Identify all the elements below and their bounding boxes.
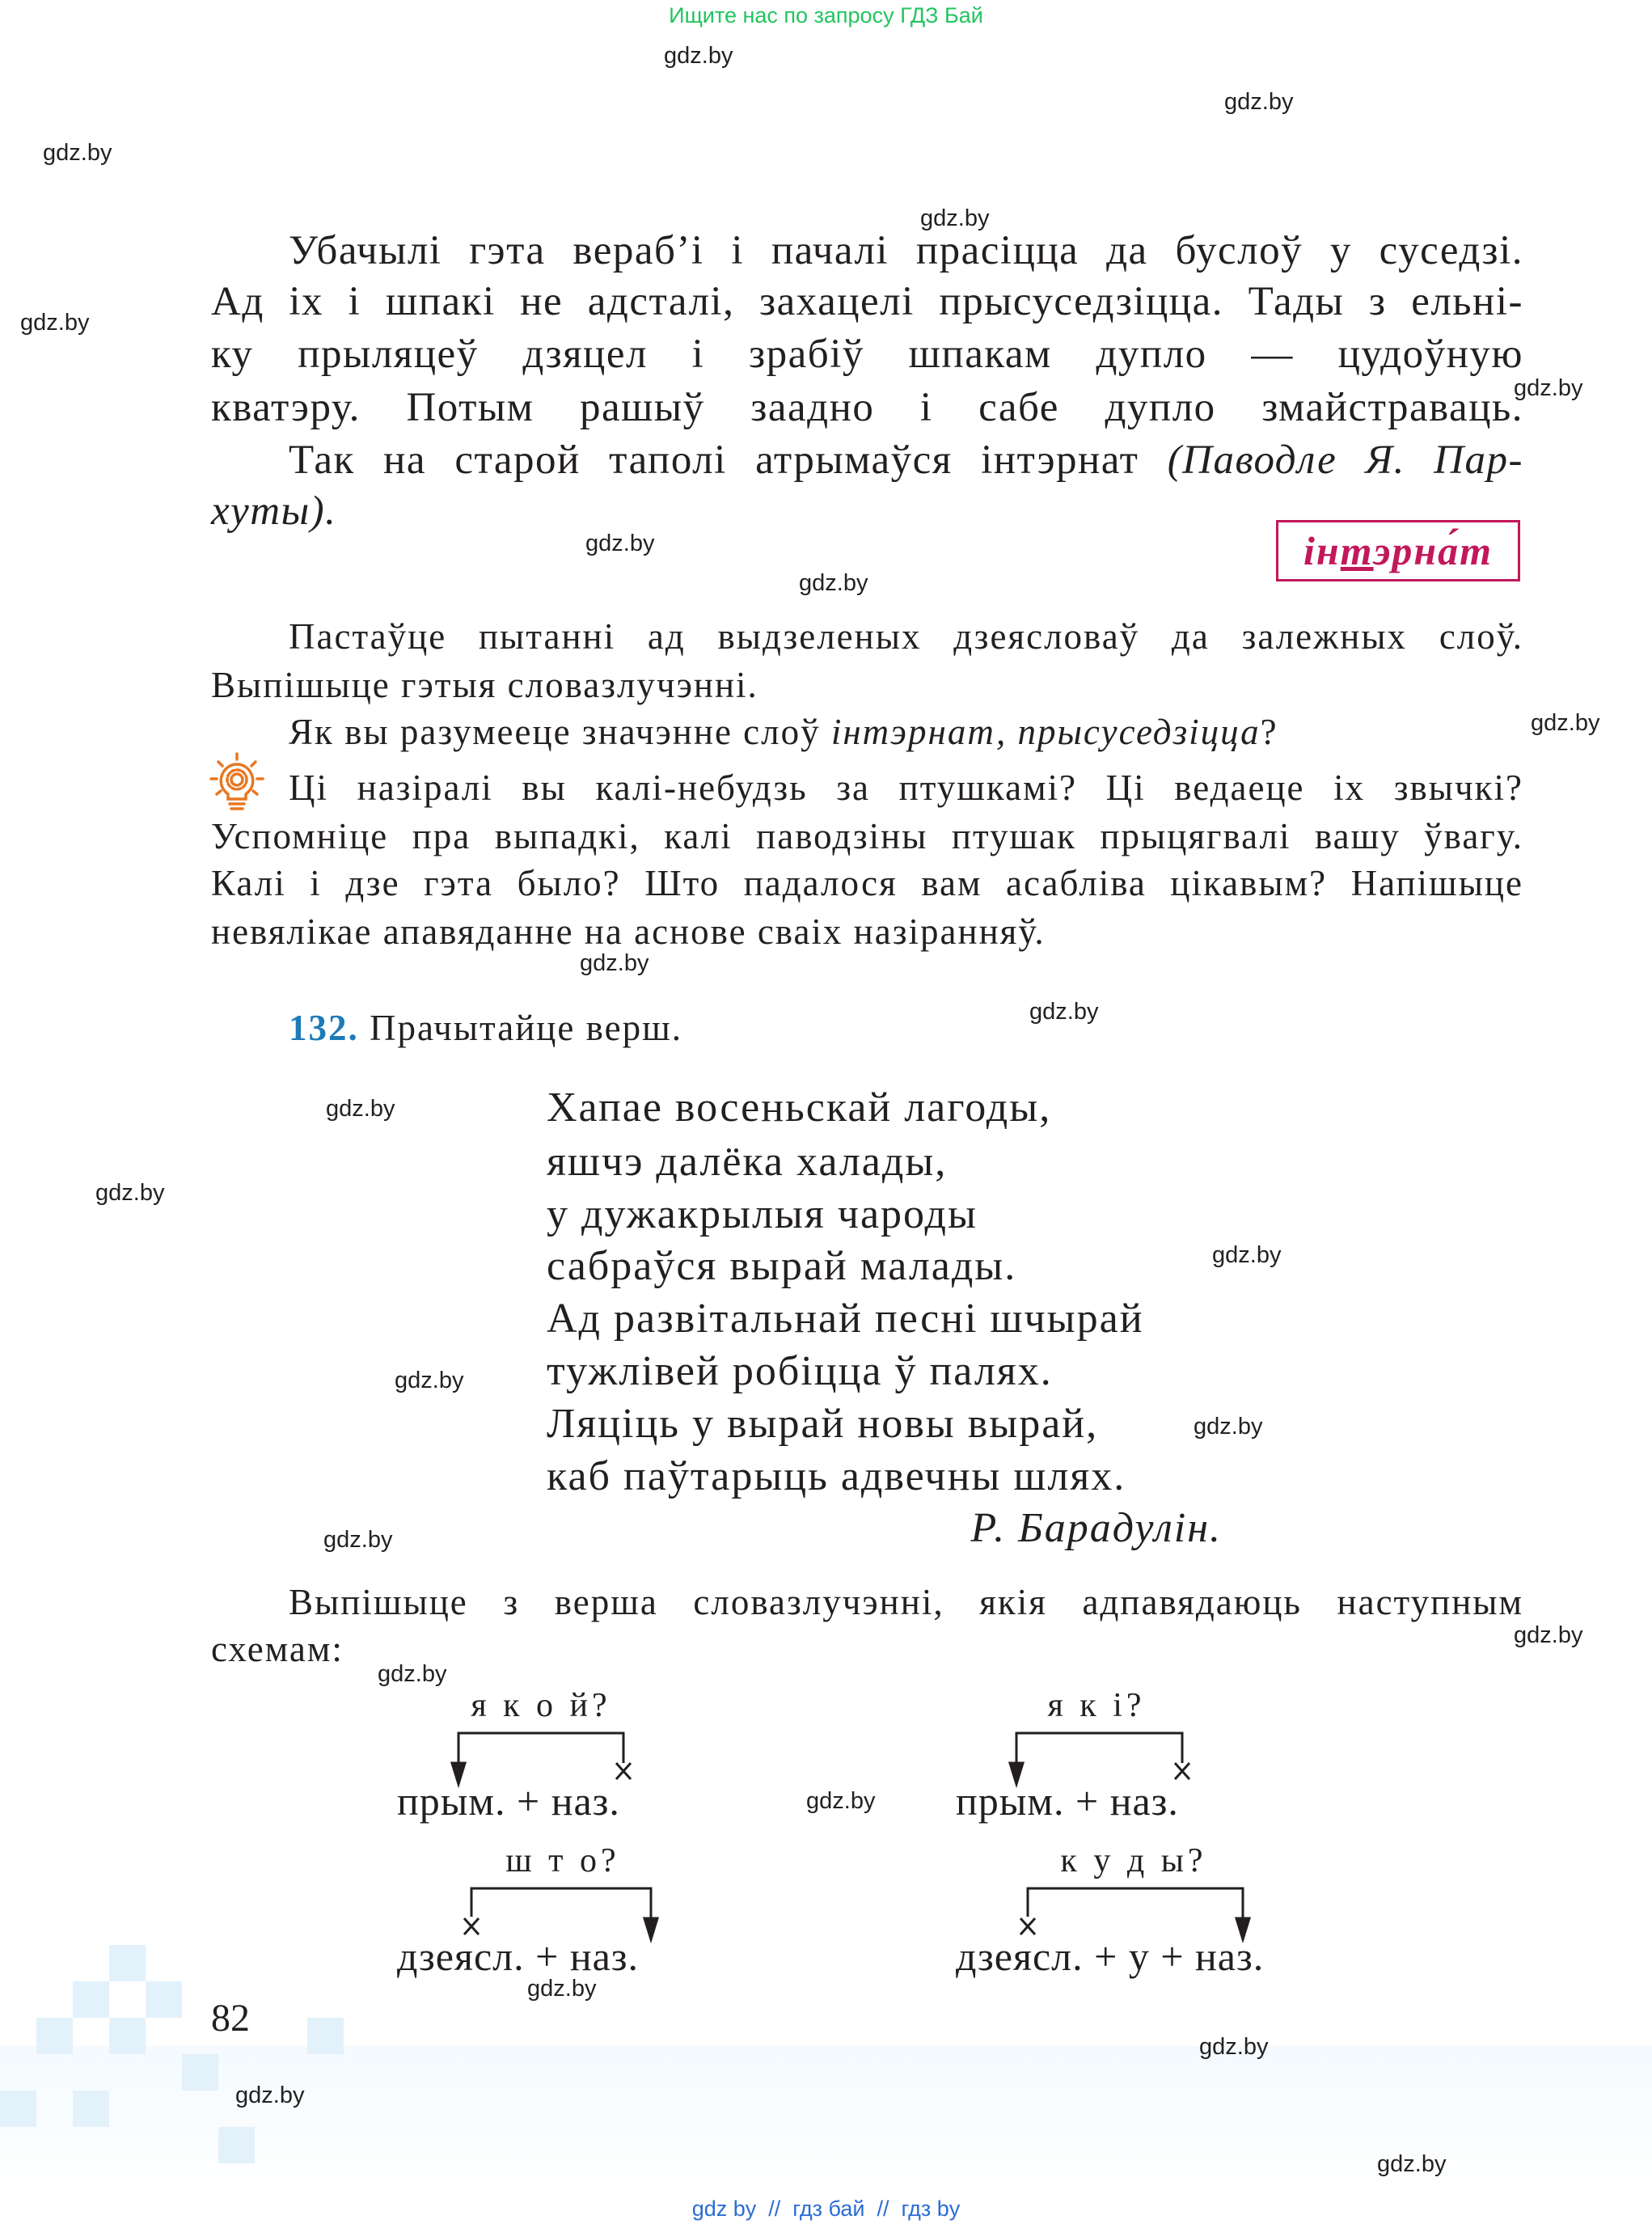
source-citation: хуты). xyxy=(211,488,337,534)
watermark: gdz.by xyxy=(527,1976,597,2002)
scheme-question: к у д ы? xyxy=(1060,1842,1207,1879)
vocabulary-word-box: інтэрна́т xyxy=(1276,520,1520,581)
exercise-instruction: Прачытайце верш. xyxy=(370,1008,682,1048)
scheme-question: я к о й? xyxy=(471,1687,611,1724)
watermark: gdz.by xyxy=(323,1527,393,1553)
footer-links[interactable]: gdz by // гдз бай // гдз by xyxy=(691,2197,961,2221)
watermark: gdz.by xyxy=(1224,89,1294,115)
poem-line: Хапае восеньскай лагоды, xyxy=(547,1085,1052,1131)
watermark: gdz.by xyxy=(395,1368,464,1393)
watermark: gdz.by xyxy=(799,570,868,596)
creative-task-line: Калі і дзе гэта было? Што падалося вам асабліва цікавым? Напішыце xyxy=(211,863,1523,903)
scheme-question: я к і? xyxy=(1047,1687,1146,1724)
poem-line: сабраўся вырай малады. xyxy=(547,1243,1017,1289)
poem-line: у дужакрылыя чароды xyxy=(547,1191,978,1237)
watermark: gdz.by xyxy=(1029,999,1099,1025)
watermark: gdz.by xyxy=(1377,2151,1447,2177)
scheme-3-bracket xyxy=(464,1888,657,1939)
creative-task-line: Ці назіралі вы калі-небудзь за птушкамі? Ці ведаеце іх звычкі? xyxy=(289,767,1523,808)
creative-task-line: Успомніце пра выпадкі, калі паводзіны птушак прыцягвалі вашу ўвагу. xyxy=(211,816,1523,856)
scheme-formula: прым. + наз. xyxy=(956,1778,1179,1824)
watermark: gdz.by xyxy=(1212,1242,1282,1268)
text-line: Убачылі гэта вераб’і і пачалі прасіцца да буслоў у суседзі. xyxy=(289,228,1523,273)
scheme-1-bracket xyxy=(452,1733,631,1784)
watermark: gdz.by xyxy=(806,1788,876,1814)
creative-task-line: невялікае апавяданне на аснове сваіх назіранняў. xyxy=(211,911,1046,952)
watermark: gdz.by xyxy=(1514,375,1583,401)
poem-line: Ляціць у вырай новы вырай, xyxy=(547,1401,1099,1447)
source-citation: (Паводле Я. Пар- xyxy=(1167,438,1523,483)
poem-author: Р. Барадулін. xyxy=(970,1505,1222,1551)
stressed-letter: т xyxy=(1340,528,1374,573)
watermark: gdz.by xyxy=(920,205,990,231)
task-line: Выпішыце гэтыя словазлучэнні. xyxy=(211,665,758,705)
watermark: gdz.by xyxy=(585,531,655,556)
meaning-question: Як вы разумееце значэнне слоў інтэрнат, прысуседзіцца? xyxy=(289,712,1278,752)
scheme-formula: дзеясл. + наз. xyxy=(397,1934,640,1979)
poem-line: яшчэ далёка халады, xyxy=(547,1139,948,1185)
watermark: gdz.by xyxy=(378,1661,447,1687)
watermark: gdz.by xyxy=(20,310,90,336)
text-line: Ад іх і шпакі не адсталі, захацелі прысуседзіцца. Тады з ельні- xyxy=(211,279,1523,324)
watermark: gdz.by xyxy=(664,43,733,69)
schemes-task-line: схемам: xyxy=(211,1629,344,1669)
scheme-2-bracket xyxy=(1010,1733,1189,1784)
watermark: gdz.by xyxy=(326,1096,395,1122)
poem-line: Ад развітальнай песні шчырай xyxy=(547,1296,1144,1342)
scheme-formula: дзеясл. + у + наз. xyxy=(956,1934,1265,1979)
scheme-question: ш т о? xyxy=(505,1842,620,1879)
schemes-task-line: Выпішыце з верша словазлучэнні, якія адпавядаюць наступным xyxy=(289,1582,1523,1622)
watermark: gdz.by xyxy=(235,2082,305,2108)
scheme-4-bracket xyxy=(1020,1888,1249,1939)
text-line: ку прыляцеў дзяцел і зрабіў шпакам дупло — цудоўную xyxy=(211,332,1523,377)
search-hint: Ищите нас по запросу ГДЗ Бай xyxy=(669,3,983,27)
watermark: gdz.by xyxy=(1194,1414,1263,1440)
exercise-number: 132. xyxy=(289,1008,359,1048)
text-line: кватэру. Потым рашыў заадно і сабе дупло змайстраваць. xyxy=(211,385,1523,430)
scheme-formula: прым. + наз. xyxy=(397,1778,620,1824)
watermark: gdz.by xyxy=(43,140,112,166)
watermark: gdz.by xyxy=(1199,2034,1269,2060)
watermark: gdz.by xyxy=(1531,710,1600,736)
poem-line: тужлівей робіцца ў палях. xyxy=(547,1348,1053,1394)
watermark: gdz.by xyxy=(1514,1622,1583,1648)
watermark: gdz.by xyxy=(95,1180,165,1206)
page-number: 82 xyxy=(211,1997,250,2040)
watermark: gdz.by xyxy=(580,950,649,976)
text: Так на старой таполі атрымаўся інтэрнат xyxy=(289,438,1168,483)
poem-line: каб паўтарыць адвечны шлях. xyxy=(547,1453,1126,1499)
task-line: Пастаўце пытанні ад выдзеленых дзеясловаў да залежных слоў. xyxy=(289,616,1523,657)
